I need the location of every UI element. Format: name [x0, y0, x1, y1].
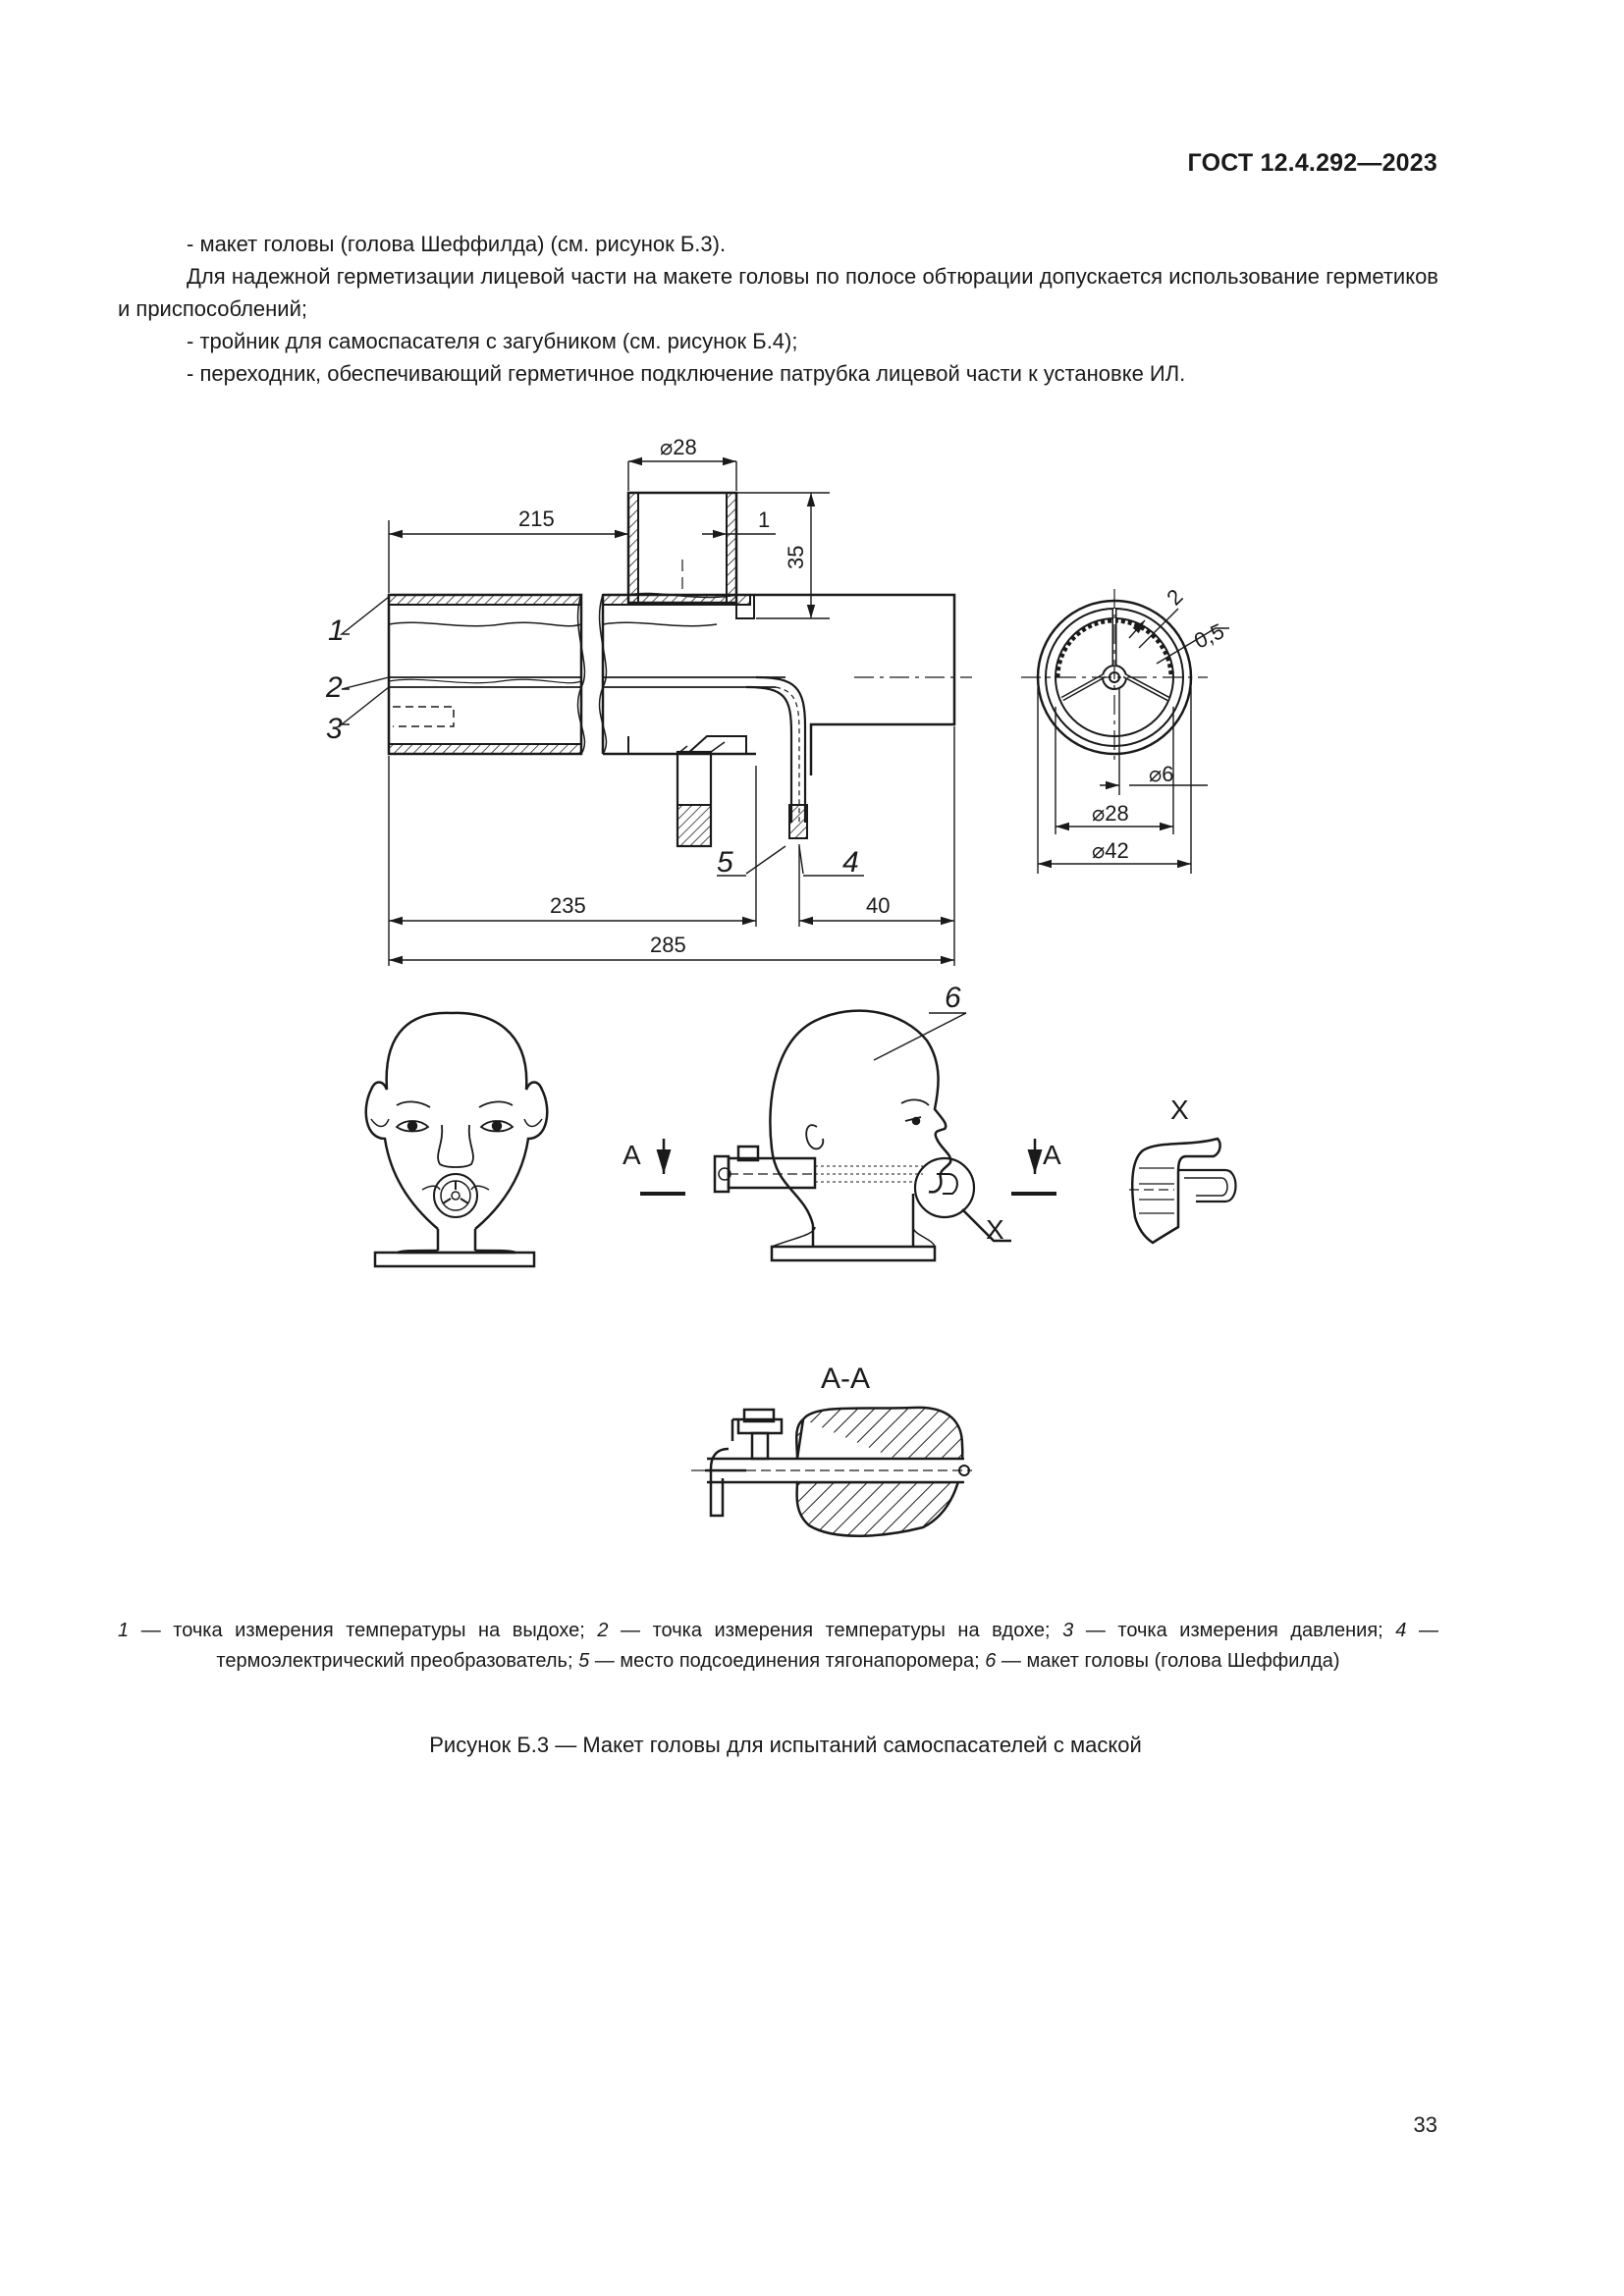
dimension-lines: [342, 461, 954, 966]
dim-40: 40: [866, 893, 891, 918]
legend-num: 1: [118, 1620, 130, 1641]
callout-underlines: [717, 876, 966, 1060]
section-a-left: A: [623, 1140, 641, 1170]
legend-num: 4: [1395, 1620, 1407, 1641]
dim-d42: ⌀42: [1092, 838, 1129, 863]
legend-text: — макет головы (голова Шеффилда): [996, 1650, 1340, 1672]
x-mark: X: [986, 1214, 1004, 1245]
dim-wall-1: 1: [758, 507, 771, 532]
callout-5: 5: [717, 846, 733, 879]
section-aa-title: А-А: [821, 1362, 871, 1395]
page-number: 33: [1413, 2112, 1437, 2137]
dim-215: 215: [518, 507, 555, 531]
callout-6: 6: [945, 982, 961, 1014]
legend-num: 6: [985, 1650, 997, 1672]
legend-text: — термоэлектрический преобразователь;: [216, 1620, 1438, 1672]
dim-2: 2: [1162, 584, 1188, 611]
callout-1: 1: [328, 614, 345, 647]
dim-d6: ⌀6: [1149, 762, 1174, 786]
figure-legend: [118, 1616, 1438, 1677]
paragraph: - тройник для самоспасателя с загубником (см. рисунок Б.4);: [187, 329, 798, 353]
callout-labels: [325, 614, 961, 1014]
legend-num: 5: [578, 1650, 590, 1672]
figure-caption: Рисунок Б.3 — Макет головы для испытаний самоспасателей с маской: [429, 1733, 1142, 1757]
callout-4: 4: [842, 846, 859, 879]
dim-285: 285: [650, 933, 686, 957]
legend-num: 3: [1062, 1620, 1074, 1641]
legend-text: — точка измерения давления;: [1073, 1620, 1396, 1641]
dimension-labels: [518, 435, 890, 957]
section-a-right: A: [1043, 1140, 1061, 1170]
paragraph: - переходник, обеспечивающий герметичное подключение патрубка лицевой части к установке ИЛ.: [187, 361, 1186, 386]
dim-35: 35: [784, 545, 808, 569]
detail-x: [1129, 1139, 1236, 1243]
dim-d28-top: ⌀28: [660, 435, 697, 459]
head-front-view: [366, 1013, 548, 1266]
paragraph: - макет головы (голова Шеффилда) (см. рисунок Б.3).: [187, 232, 727, 256]
callout-3: 3: [326, 713, 343, 745]
x-detail-title: X: [1170, 1095, 1189, 1125]
legend-text: — точка измерения температуры на выдохе;: [129, 1620, 598, 1641]
section-labels: [623, 1095, 1189, 1245]
legend-text: — место подсоединения тягонапоромера;: [589, 1650, 986, 1672]
section-marks: [640, 1139, 1056, 1194]
paragraph: Для надежной герметизации лицевой части на макете головы по полосе обтюрации допускается использование герметиков и приспособлений;: [118, 264, 1438, 321]
dim-d28-end: ⌀28: [1092, 801, 1129, 826]
section-aa: [691, 1408, 972, 1536]
callout-2: 2: [326, 671, 343, 704]
head-side-view: [715, 1011, 1011, 1260]
dim-0-5: 0,5: [1190, 618, 1228, 654]
standard-header: ГОСТ 12.4.292—2023: [1187, 149, 1437, 177]
legend-text: — точка измерения температуры на вдохе;: [608, 1620, 1063, 1641]
legend-num: 2: [597, 1620, 609, 1641]
dim-235: 235: [550, 893, 586, 918]
tee-side-view: [389, 493, 972, 846]
